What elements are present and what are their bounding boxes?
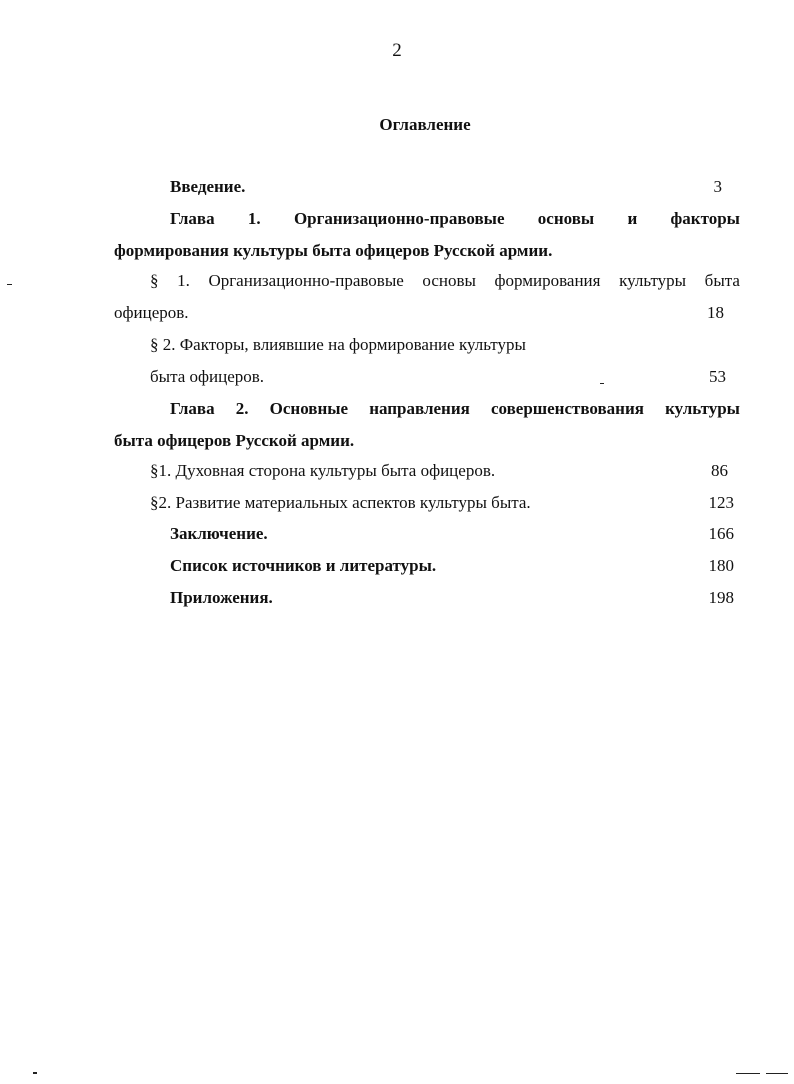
toc-entry-conclusion: Заключение. [170, 524, 268, 543]
chapter-1-word: 1. [247, 209, 261, 228]
chapter-2-word: Глава [170, 399, 215, 418]
toc-entry-intro: Введение. [170, 177, 246, 196]
toc-entry-appendix: Приложения. [170, 588, 273, 607]
toc-page-appendix: 198 [708, 588, 734, 607]
chapter-1-word: основы [537, 209, 595, 228]
chapter-2-word: 2. [235, 399, 249, 418]
toc-title: Оглавление [379, 115, 471, 134]
toc-chapter-1-line2: формирования культуры быта офицеров Русской армии. [114, 241, 553, 260]
scan-mark-bottom-right-1 [736, 1073, 760, 1074]
scan-mark-bottom-left [33, 1072, 37, 1074]
chapter-2-word: культуры [665, 399, 740, 418]
chapter-2-word: Основные [269, 399, 349, 418]
toc-chapter-2-line2: быта офицеров Русской армии. [114, 431, 355, 450]
toc-chapter-1-line1 [170, 208, 740, 230]
toc-chapter-2-line1 [170, 398, 740, 420]
section-word: быта [704, 271, 740, 290]
toc-section-1-1-line2: офицеров. [114, 303, 189, 322]
page-number: 2 [392, 40, 402, 61]
scan-mark-left [7, 284, 12, 285]
chapter-1-word: Организационно-правовые [293, 209, 505, 228]
chapter-1-word: факторы [670, 209, 740, 228]
section-word: культуры [619, 271, 687, 290]
chapter-1-word: и [627, 209, 638, 228]
toc-page-section-1-2: 53 [709, 367, 726, 386]
toc-section-2-1: §1. Духовная сторона культуры быта офицеров. [150, 461, 496, 480]
section-word: § [150, 271, 159, 290]
section-word: 1. [177, 271, 190, 290]
toc-page-section-1-1: 18 [707, 303, 724, 322]
toc-page-section-2-2: 123 [708, 493, 734, 512]
toc-section-1-2-line1: § 2. Факторы, влиявшие на формирование культуры [150, 335, 526, 354]
toc-section-1-2-line2: быта офицеров. [150, 367, 265, 386]
chapter-2-word: совершенствования [490, 399, 644, 418]
toc-page-conclusion: 166 [708, 524, 734, 543]
scan-mark-bottom-right-2 [766, 1073, 788, 1074]
toc-section-1-1-line1 [150, 270, 740, 292]
section-word: Организационно-правовые [208, 271, 404, 290]
section-word: основы [422, 271, 476, 290]
toc-page-sources: 180 [708, 556, 734, 575]
scan-speck [600, 383, 604, 384]
chapter-2-word: направления [369, 399, 470, 418]
toc-entry-sources: Список источников и литературы. [170, 556, 437, 575]
toc-page-section-2-1: 86 [711, 461, 728, 480]
chapter-1-word: Глава [170, 209, 215, 228]
toc-page-intro: 3 [713, 177, 722, 196]
section-word: формирования [494, 271, 601, 290]
toc-section-2-2: §2. Развитие материальных аспектов культуры быта. [150, 493, 531, 512]
